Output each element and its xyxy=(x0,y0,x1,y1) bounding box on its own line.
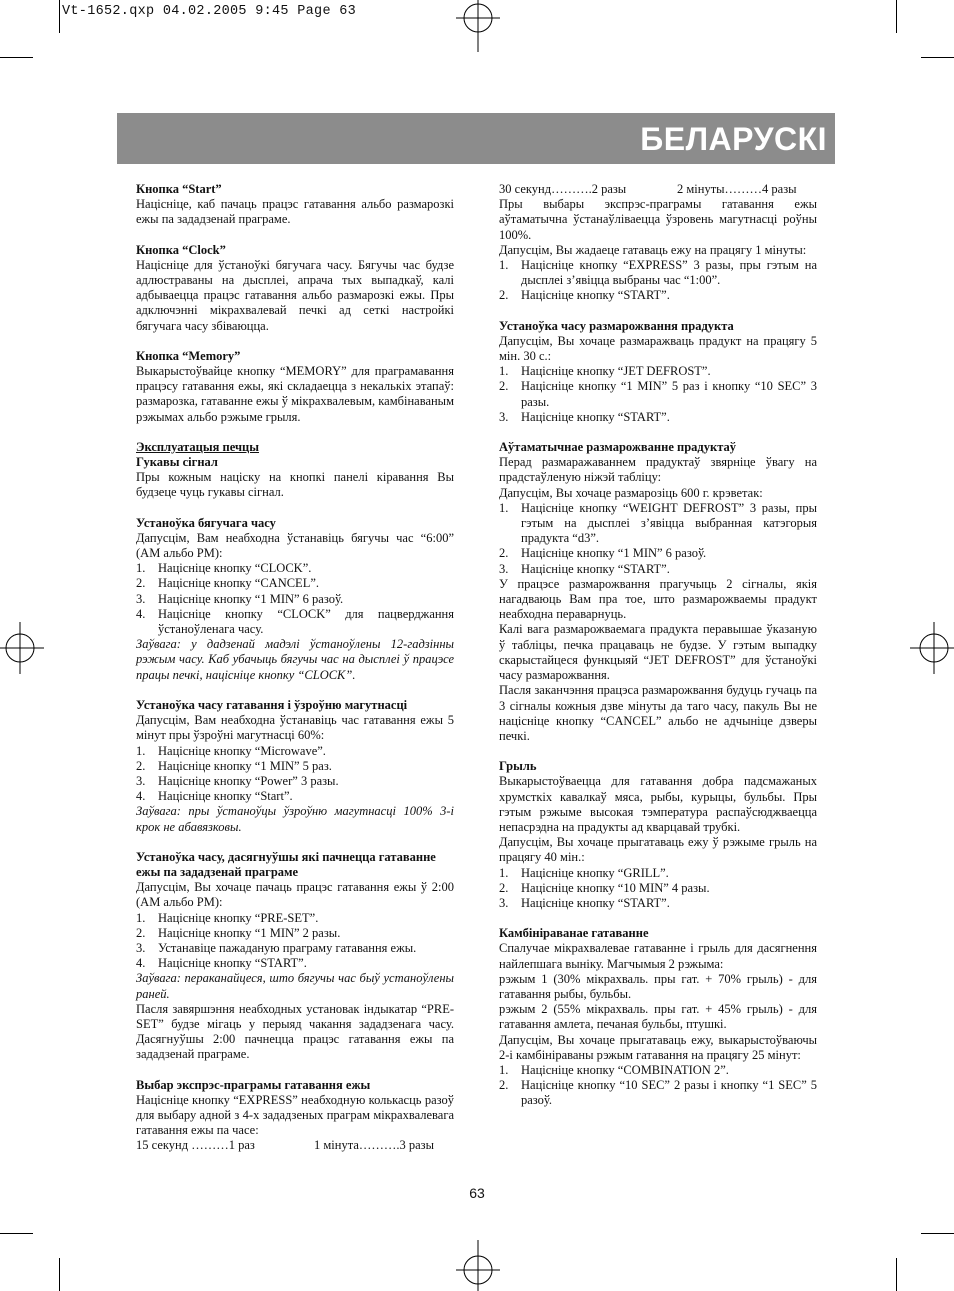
list-item: 1. Націсніце кнопку “JET DEFROST”. xyxy=(499,364,711,379)
express-option: 15 секунд ………1 раз xyxy=(136,1138,255,1153)
section-auto-defrost xyxy=(499,440,817,744)
section-clock-button xyxy=(136,243,454,334)
list-item: 2. Націсніце кнопку “START”. xyxy=(499,288,670,303)
list-item: 3. Націсніце кнопку “START”. xyxy=(499,895,670,910)
paragraph: Націсніце для ўстаноўкі бягучага часу. Бягучы час будзе адлюстраваны на дысплеі, апрача тых выпадкаў, калі адбываецца працэс гатавання альбо размарозкі ежы. Пры адключэнні мікрахвалевай печкі ад сеткі настройкі бягучага часу збіваюцца. xyxy=(136,257,454,333)
section-set-clock xyxy=(136,516,454,683)
steps-list xyxy=(136,911,454,972)
list-item: 2. Націсніце кнопку “1 MIN” 6 разоў. xyxy=(499,546,707,561)
paragraph: Дапусцім, Вам неабходна ўстанавіць час гатавання ежы 5 мінут пры ўзроўні магутнасці 60%: xyxy=(136,713,454,743)
section-grill xyxy=(499,759,817,911)
section-title: Аўтаматычнае размарожванне прадуктаў xyxy=(499,440,736,455)
section-combination xyxy=(499,926,817,1108)
paragraph: Націсніце, каб пачаць працэс гатавання альбо размарозкі ежы па зададзенай праграме. xyxy=(136,197,454,227)
paragraph: Пасля завяршэння неабходных установак індыкатар “PRE-SET” будзе мігаць у перыяд чакання зададзенага часу. Дасягнуўшы 2:00 пачнецца працэс гатавання ежы па зададзенай праграме. xyxy=(136,1001,454,1062)
section-title: Устаноўка часу, дасягнуўшы які пачнецца гатаванне ежы па зададзенай праграме xyxy=(136,849,436,879)
registration-mark-icon xyxy=(452,1238,504,1291)
paragraph: Націсніце кнопку “EXPRESS” неабходную колькасць разоў для выбару адной з 4-х зададзеных праграм мікрахвалевага гатавання ежы па часе: xyxy=(136,1092,454,1138)
paragraph: Дапусцім, Вам неабходна ўстанавіць бягучы час “6:00” (AM альбо PM): xyxy=(136,530,454,561)
registration-mark-icon xyxy=(452,0,504,56)
steps-list xyxy=(136,561,454,637)
list-item: 2. Націсніце кнопку “CANCEL”. xyxy=(136,576,320,591)
language-banner xyxy=(117,113,835,164)
steps-list xyxy=(499,258,817,304)
express-row xyxy=(136,1138,454,1153)
steps-list xyxy=(499,501,817,577)
section-title: Камбініраванае гатаванне xyxy=(499,926,649,941)
list-item: 1. Націсніце кнопку “COMBINATION 2”. xyxy=(499,1062,729,1077)
crop-mark xyxy=(59,0,60,33)
paragraph: Выкарыстоўваецца для гатавання добра падсмажаных хрумсткіх кавалкаў мяса, рыбы, курыцы, бульбы. Пры гэтым рэжыме высокая тэмпература распаўсюджваецца непасрэдна на прадукты ад кварцавай трубкі. xyxy=(499,774,817,834)
registration-mark-icon xyxy=(908,620,954,676)
paragraph: Дапусцім, Вы хочаце прыгатаваць ежу, выкарыстоўваючы 2-і камбініраваны рэжым гатавання на працягу 25 мінут: xyxy=(499,1032,817,1062)
registration-mark-icon xyxy=(0,620,46,676)
paragraph: рэжым 2 (55% мікрахваль. пры гат. + 45% грыль) - для гатавання амлета, печаная бульбы, птушкі. xyxy=(499,1002,817,1032)
paragraph: Дапусцім, Вы хочаце размаражваць прадукт на працягу 5 мін. 30 с.: xyxy=(499,333,817,364)
section-title: Устаноўка часу размарожвання прадукта xyxy=(499,318,734,333)
paragraph: Выкарыстоўвайце кнопку “MEMORY” для праграмавання працэсу гатавання ежы, які складаецца з некалькіх этапаў: размарозка, гатаванне ежы ў мікрахвалевым, камбінаваным рэжымах альбо рэжыме грыля. xyxy=(136,364,454,424)
crop-mark xyxy=(0,57,33,58)
section-express xyxy=(136,1078,454,1154)
right-column xyxy=(499,182,817,1124)
paragraph: рэжым 1 (30% мікрахваль. пры гат. + 70% грыль) - для гатавання рыбы, бульбы. xyxy=(499,971,817,1001)
list-item: 1. Націсніце кнопку “WEIGHT DEFROST” 3 разы, пры гэтым на дысплеі з’явіцца выбранная катэгорыя прадукта “d3”. xyxy=(499,500,817,546)
section-memory-button xyxy=(136,349,454,425)
file-header: Vt-1652.qxp 04.02.2005 9:45 Page 63 xyxy=(62,4,357,19)
section-defrost-time xyxy=(499,319,817,425)
steps-list xyxy=(136,744,454,805)
crop-mark xyxy=(921,1233,954,1234)
section-express-continued xyxy=(499,182,817,304)
express-option: 30 секунд……….2 разы xyxy=(499,182,627,196)
list-item: 1. Націсніце кнопку “Microwave”. xyxy=(136,743,326,758)
section-title: Грыль xyxy=(499,759,537,774)
list-item: 2. Націсніце кнопку “10 SEC” 2 разы і кнопку “1 SEC” 5 разоў. xyxy=(499,1078,817,1108)
paragraph: Дапусцім, Вы хочаце пачаць працэс гатавання ежы ў 2:00 (AM альбо PM): xyxy=(136,880,454,910)
crop-mark xyxy=(59,1258,60,1291)
list-item: 3. Устанавіце пажаданую праграму гатавання ежы. xyxy=(136,940,417,955)
paragraph: Калі вага размарожваемага прадукта перавышае ўказаную ў табліцы, печка працаваць не будзе. У гэтым выпадку скарыстайцеся функцыяй “JET DEFROST” для ўстаноўкі часу размарожвання. xyxy=(499,622,817,683)
section-operation xyxy=(136,440,454,501)
list-item: 1. Націсніце кнопку “GRILL”. xyxy=(499,865,669,880)
paragraph: У працэсе размарожвання прагучыць 2 сігналы, якія нагадваюць Вам пра тое, што размарожваемы прадукт неабходна пераварнуць. xyxy=(499,576,817,622)
list-item: 4. Націсніце кнопку “Start”. xyxy=(136,789,293,804)
note: Заўвага: у дадзенай мадэлі ўстаноўлены 12-гадзінны рэжым часу. Каб убачыць бягучы час на дысплеі ў працэсе працы печкі, націсніце кнопку “CLOCK”. xyxy=(136,637,454,682)
list-item: 3. Націсніце кнопку “START”. xyxy=(499,409,670,424)
section-title: Выбар экспрэс-праграмы гатавання ежы xyxy=(136,1077,371,1092)
section-title: Устаноўка часу гатавання і ўзроўню магутнасці xyxy=(136,697,408,712)
section-title: Кнопка “Start” xyxy=(136,182,222,196)
page-number: 63 xyxy=(469,1185,485,1201)
section-time-power xyxy=(136,698,454,835)
list-item: 1. Націсніце кнопку “PRE-SET”. xyxy=(136,910,319,925)
paragraph: Спалучае мікрахвалевае гатаванне і грыль для дасягнення найлепшага выніку. Магчымыя 2 рэжыма: xyxy=(499,941,817,971)
paragraph: Дапусцім, Вы хочаце прыгатаваць ежу ў рэжыме грыль на працягу 40 мін.: xyxy=(499,835,817,865)
section-preset xyxy=(136,850,454,1063)
list-item: 3. Націсніце кнопку “START”. xyxy=(499,561,670,576)
note: Заўвага: пераканайцеся, што бягучы час быў устаноўлены раней. xyxy=(136,971,454,1001)
list-item: 2. Націсніце кнопку “1 MIN” 5 раз. xyxy=(136,758,332,773)
list-item: 4. Націсніце кнопку “START”. xyxy=(136,956,307,971)
list-item: 1. Націсніце кнопку “CLOCK”. xyxy=(136,561,312,576)
paragraph: Пры кожным націску на кнопкі панелі кіравання Вы будзеце чуць гукавы сігнал. xyxy=(136,470,454,500)
crop-mark xyxy=(921,57,954,58)
express-row xyxy=(499,182,817,197)
crop-mark xyxy=(896,1258,897,1291)
section-title: Кнопка “Clock” xyxy=(136,242,226,257)
paragraph: Пасля заканчэння працэса размарожвання будуць гучаць па 3 сігналы кожныя дзве мінуты да таго часу, пакуль Вы не націсніце кнопку “CANCEL” альбо не адчыніце дзверы печкі. xyxy=(499,683,817,743)
section-subtitle: Гукавы сігнал xyxy=(136,455,218,470)
list-item: 1. Націсніце кнопку “EXPRESS” 3 разы, пры гэтым на дысплеі з’явіцца выбраны час “1:00”. xyxy=(499,258,817,288)
list-item: 2. Націсніце кнопку “10 MIN” 4 разы. xyxy=(499,880,710,895)
list-item: 4. Націсніце кнопку “CLOCK” для пацверджання ўстаноўленага часу. xyxy=(136,606,454,637)
express-option: 1 мінута……….3 разы xyxy=(314,1138,434,1153)
paragraph: Пры выбары экспрэс-праграмы гатавання ежы аўтаматычна ўстанаўліваецца ўзровень магутнасці роўны 100%. xyxy=(499,197,817,242)
list-item: 2. Націсніце кнопку “1 MIN” 5 раз і кнопку “10 SEC” 3 разы. xyxy=(499,379,817,409)
steps-list xyxy=(499,364,817,425)
express-option: 2 мінуты………4 разы xyxy=(677,182,797,196)
crop-mark xyxy=(896,0,897,33)
crop-mark xyxy=(0,1233,33,1234)
section-title: Устаноўка бягучага часу xyxy=(136,515,276,530)
section-title: Эксплуатацыя печцы xyxy=(136,439,259,454)
left-column xyxy=(136,182,454,1169)
section-start-button xyxy=(136,182,454,228)
paragraph: Дапусцім, Вы хочаце размарозіць 600 г. крэветак: xyxy=(499,485,763,500)
steps-list xyxy=(499,1063,817,1109)
note: Заўвага: пры ўстаноўцы ўзроўню магутнасці 100% 3-і крок не абавязковы. xyxy=(136,804,454,834)
steps-list xyxy=(499,866,817,912)
paragraph: Перад размаражаваннем прадуктаў звярніце ўвагу на прадстаўленую ніжэй табліцу: xyxy=(499,455,817,485)
paragraph: Дапусцім, Вы жадаеце гатаваць ежу на працягу 1 мінуты: xyxy=(499,242,807,257)
banner-title: БЕЛАРУСКІ xyxy=(640,121,827,157)
section-title: Кнопка “Memory” xyxy=(136,348,241,363)
list-item: 3. Націсніце кнопку “1 MIN” 6 разоў. xyxy=(136,591,344,606)
list-item: 2. Націсніце кнопку “1 MIN” 2 разы. xyxy=(136,925,341,940)
list-item: 3. Націсніце кнопку “Power” 3 разы. xyxy=(136,773,339,788)
